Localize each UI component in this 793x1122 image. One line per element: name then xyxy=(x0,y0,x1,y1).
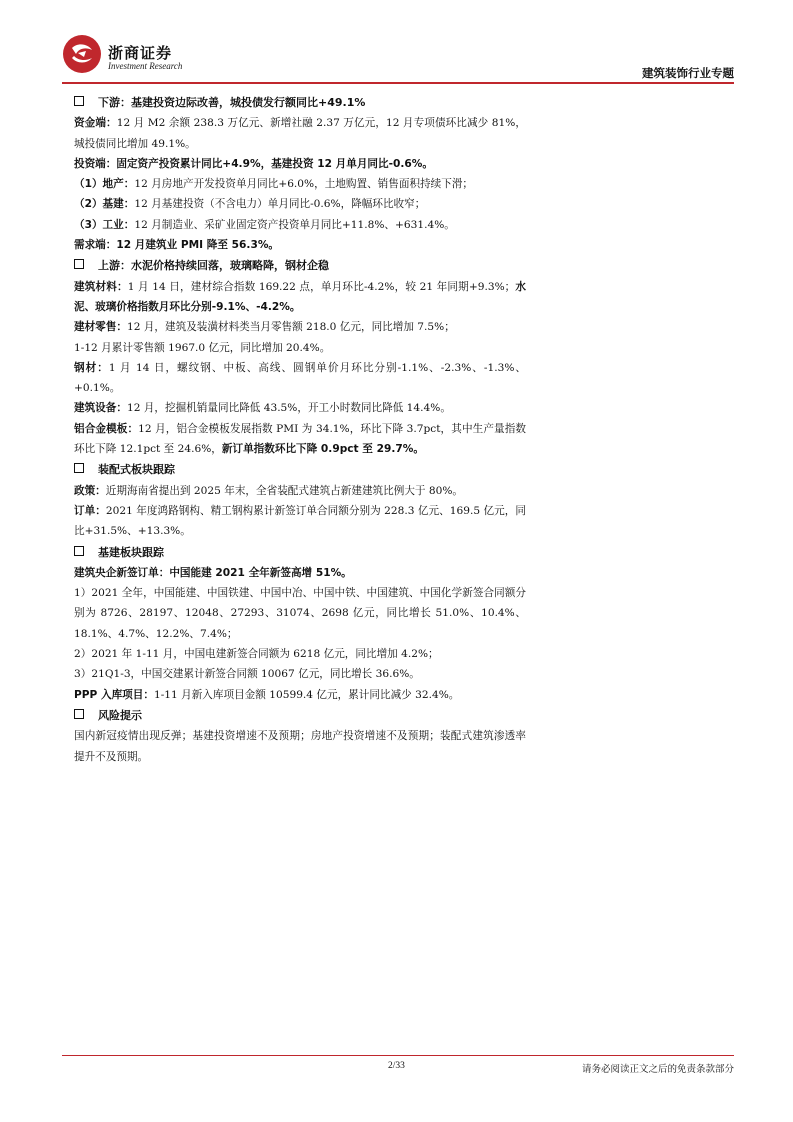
soe-item-3: 3）21Q1-3，中国交建累计新签合同额 10067 亿元，同比增长 36.6%。 xyxy=(74,668,420,681)
brand-name-cn: 浙商证券 xyxy=(108,44,173,62)
investment-paragraph: 投资端：固定资产投资累计同比+4.9%，基建投资 12 月单月同比-0.6%。 xyxy=(74,157,433,170)
checkbox-bullet-icon xyxy=(74,546,84,556)
page-header xyxy=(62,34,734,82)
orders-paragraph: 订单：2021 年度鸿路钢构、精工钢构累计新签订单合同额分别为 228.3 亿元、169.5 亿元，同比+31.5%、+13.3%。 xyxy=(74,504,526,538)
disclaimer-note: 请务必阅读正文之后的免责条款部分 xyxy=(581,1064,734,1075)
policy-paragraph: 政策：近期海南省提出到 2025 年末，全省装配式建筑占新建建筑比例大于 80%。 xyxy=(74,484,464,497)
infrastructure-paragraph: （2）基建：12 月基建投资（不含电力）单月同比-0.6%，降幅环比收窄； xyxy=(74,198,426,211)
ppp-paragraph: PPP 入库项目：1-11 月新入库项目金额 10599.4 亿元，累计同比减少 32.4%。 xyxy=(74,688,460,701)
checkbox-bullet-icon xyxy=(74,259,84,269)
report-body xyxy=(74,92,526,767)
section-heading: 上游：水泥价格持续回落，玻璃略降，钢材企稳 xyxy=(74,256,526,276)
checkbox-bullet-icon xyxy=(74,463,84,473)
retail-paragraph: 建材零售：12 月，建筑及装潢材料类当月零售额 218.0 亿元，同比增加 7.5%； 1-12 月累计零售额 1967.0 亿元，同比增加 20.4%。 xyxy=(74,321,455,354)
checkbox-bullet-icon xyxy=(74,709,84,719)
real-estate-paragraph: （1）地产：12 月房地产开发投资单月同比+6.0%，土地购置、销售面积持续下滑； xyxy=(74,178,474,191)
soe-item-1: 1）2021 全年，中国能建、中国铁建、中国中冶、中国中铁、中国建筑、中国化学新签合同额分别为 8726、28197、12048、27293、31074、2698 亿元，同比增长 51.0%、10.4%、18.1%、4.7%、12.2%、7.4%； xyxy=(74,587,526,640)
section-heading: 装配式板块跟踪 xyxy=(74,460,526,480)
risk-paragraph: 国内新冠疫情出现反弹；基建投资增速不及预期；房地产投资增速不及预期；装配式建筑渗透率提升不及预期。 xyxy=(74,730,526,763)
materials-paragraph: 建筑材料：1 月 14 日，建材综合指数 169.22 点，单月环比-4.2%，较 21 年同期+9.3%；水泥、玻璃价格指数月环比分别-9.1%、-4.2%。 xyxy=(74,280,527,313)
aluminum-formwork-paragraph: 铝合金模板：12 月，铝合金模板发展指数 PMI 为 34.1%，环比下降 3.7pct，其中生产量指数环比下降 12.1pct 至 24.6%，新订单指数环比下降 0.9pct 至 29.7%。 xyxy=(74,422,526,456)
section-heading: 基建板块跟踪 xyxy=(74,543,526,563)
equipment-paragraph: 建筑设备：12 月，挖掘机销量同比降低 43.5%，开工小时数同比降低 14.4%。 xyxy=(74,402,451,415)
header-divider xyxy=(62,82,734,84)
brand-name-en: Investment Research xyxy=(108,61,183,71)
soe-orders-heading: 建筑央企新签订单：中国能建 2021 全年新签高增 51%。 xyxy=(74,566,352,579)
section-heading: 风险提示 xyxy=(74,706,526,726)
page-number: 2/33 xyxy=(388,1061,405,1071)
steel-paragraph: 钢材：1 月 14 日，螺纹钢、中板、高线、圆钢单价月环比分别-1.1%、-2.3%、-1.3%、+0.1%。 xyxy=(74,361,526,395)
demand-paragraph: 需求端：12 月建筑业 PMI 降至 56.3%。 xyxy=(74,239,280,252)
footer-divider xyxy=(62,1055,734,1056)
soe-item-2: 2）2021 年 1-11 月，中国电建新签合同额为 6218 亿元，同比增加 4.2%； xyxy=(74,648,439,661)
industry-paragraph: （3）工业：12 月制造业、采矿业固定资产投资单月同比+11.8%、+631.4%。 xyxy=(74,218,455,231)
funding-paragraph: 资金端：12 月 M2 余额 238.3 万亿元、新增社融 2.37 万亿元，12 月专项债环比减少 81%，城投债同比增加 49.1%。 xyxy=(74,117,527,150)
section-heading: 下游：基建投资边际改善，城投债发行额同比+49.1% xyxy=(74,93,526,113)
company-logo-icon xyxy=(62,34,102,74)
checkbox-bullet-icon xyxy=(74,96,84,106)
report-type: 建筑装饰行业专题 xyxy=(642,66,734,80)
